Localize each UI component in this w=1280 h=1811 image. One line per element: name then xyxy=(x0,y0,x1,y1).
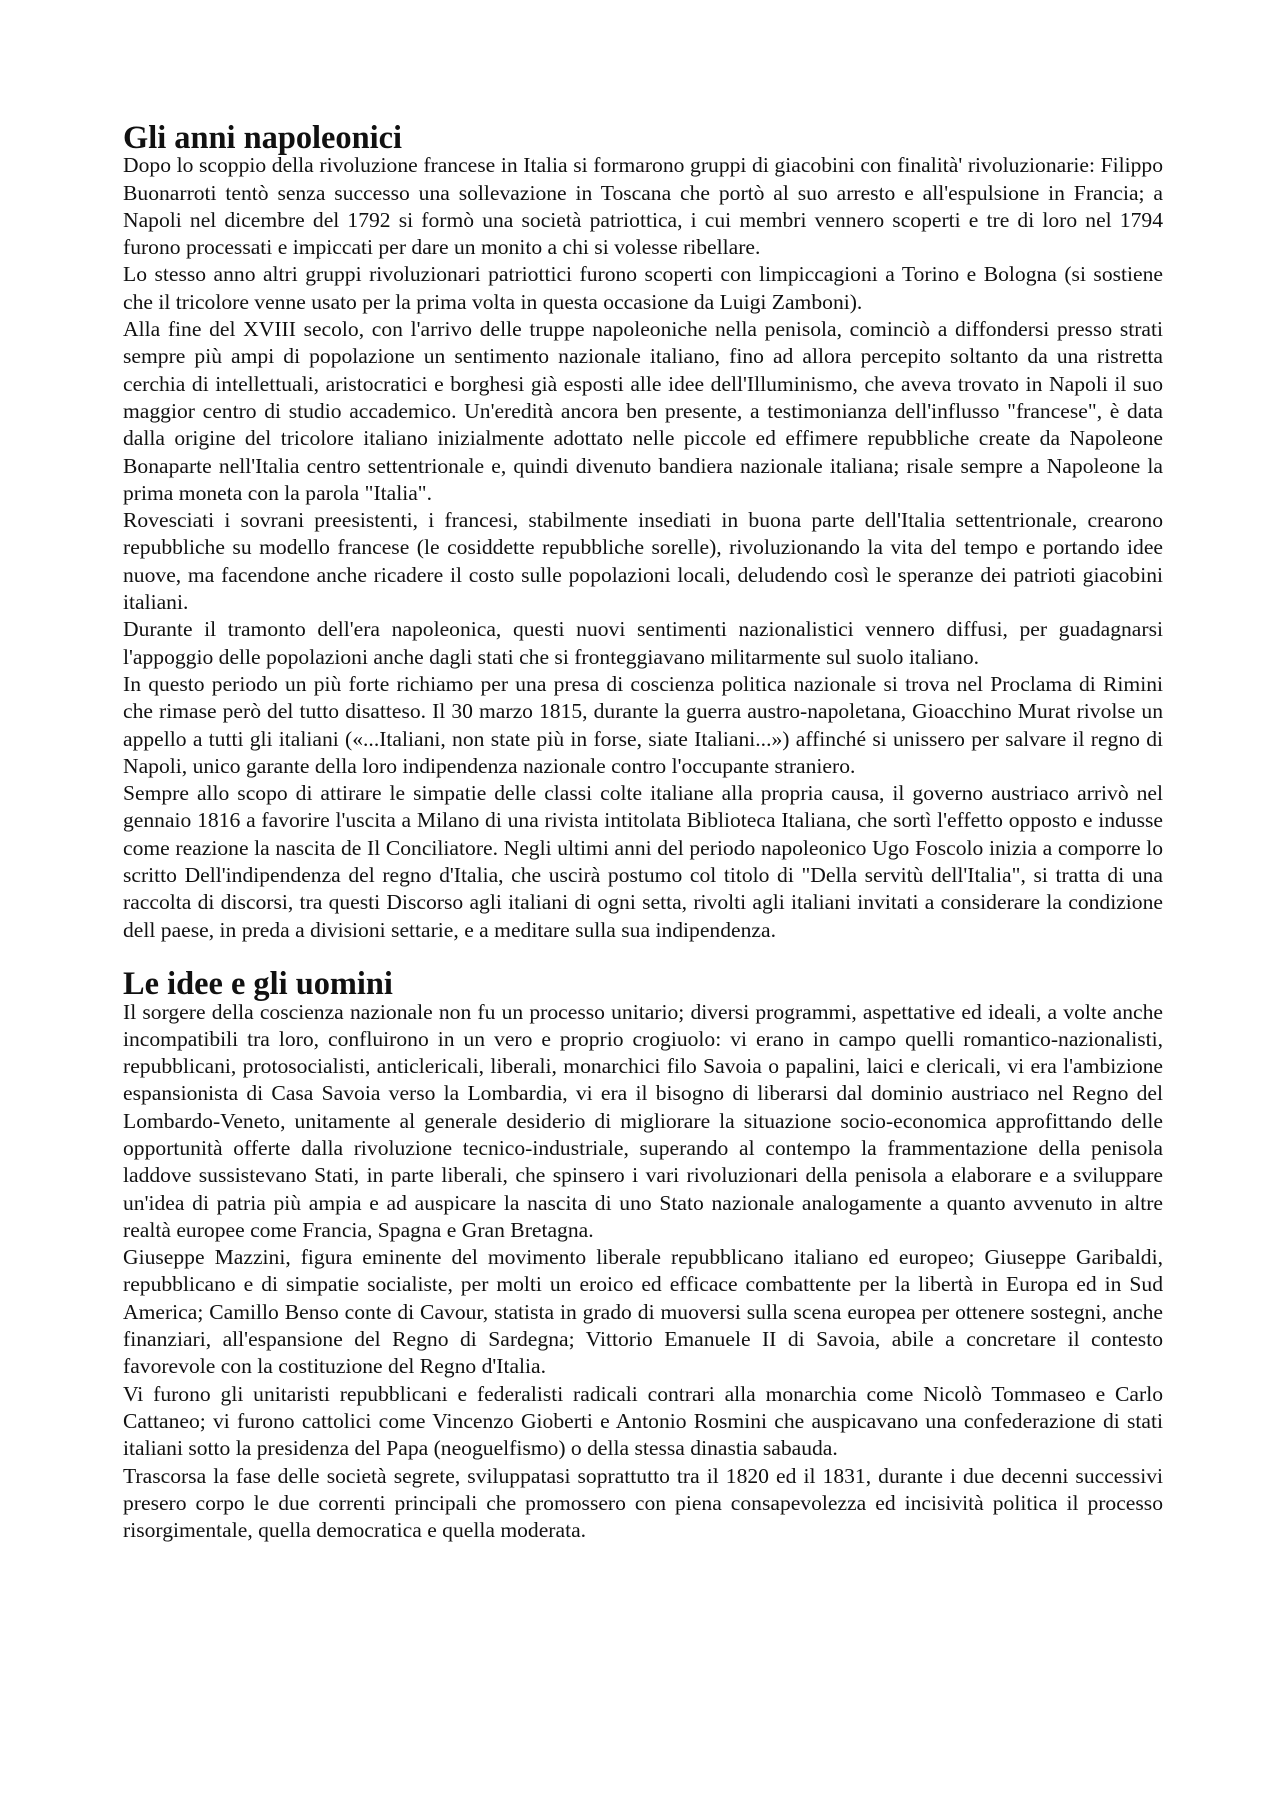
section-ideas-and-men xyxy=(123,966,1163,1544)
paragraph: Durante il tramonto dell'era napoleonica, questi nuovi sentimenti nazionalistici vennero diffusi, per guadagnarsi l'appoggio delle popolazioni anche dagli stati che si fronteggiavano militarmente sul suolo italiano. xyxy=(123,617,1163,669)
paragraph: Dopo lo scoppio della rivoluzione francese in Italia si formarono gruppi di giacobini con finalità' rivoluzionarie: Filippo Buonarroti tentò senza successo una sollevazione in Toscana che portò al suo arresto e all'espulsione in Francia; a Napoli nel dicembre del 1792 si formò una società patriottica, i cui membri vennero scoperti e tre di loro nel 1794 furono processati e impiccati per dare un monito a chi si volesse ribellare. xyxy=(123,153,1163,260)
paragraph: Sempre allo scopo di attirare le simpatie delle classi colte italiane alla propria causa, il governo austriaco arrivò nel gennaio 1816 a favorire l'uscita a Milano di una rivista intitolata Biblioteca Italiana, che sortì l'effetto opposto e indusse come reazione la nascita de Il Conciliatore. Negli ultimi anni del periodo napoleonico Ugo Foscolo inizia a comporre lo scritto Dell'indipendenza del regno d'Italia, che uscirà postumo col titolo di "Della servitù dell'Italia", si tratta di una raccolta di discorsi, tra questi Discorso agli italiani di ogni setta, rivolti agli italiani invitati a considerare la condizione dell paese, in preda a divisioni settarie, e a meditare sulla sua indipendenza. xyxy=(123,781,1163,942)
paragraph: Vi furono gli unitaristi repubblicani e federalisti radicali contrari alla monarchia come Nicolò Tommaseo e Carlo Cattaneo; vi furono cattolici come Vincenzo Gioberti e Antonio Rosmini che auspicavano una confederazione di stati italiani sotto la presidenza del Papa (neoguelfismo) o della stessa dinastia sabauda. xyxy=(123,1381,1163,1461)
section-heading: Gli anni napoleonici xyxy=(123,120,402,156)
paragraph: Rovesciati i sovrani preesistenti, i francesi, stabilmente insediati in buona parte dell'Italia settentrionale, crearono repubbliche su modello francese (le cosiddette repubbliche sorelle), rivoluzionando la vita del tempo e portando idee nuove, ma facendone anche ricadere il costo sulle popolazioni locali, deludendo così le speranze dei patrioti giacobini italiani. xyxy=(123,508,1163,615)
paragraph: Lo stesso anno altri gruppi rivoluzionari patriottici furono scoperti con limpiccagioni a Torino e Bologna (si sostiene che il tricolore venne usato per la prima volta in questa occasione da Luigi Zamboni). xyxy=(123,262,1163,314)
paragraph: Giuseppe Mazzini, figura eminente del movimento liberale repubblicano italiano ed europeo; Giuseppe Garibaldi, repubblicano e di simpatie socialiste, per molti un eroico ed efficace combattente per la libertà in Europa ed in Sud America; Camillo Benso conte di Cavour, statista in grado di muoversi sulla scena europea per ottenere sostegni, anche finanziari, all'espansione del Regno di Sardegna; Vittorio Emanuele II di Savoia, abile a concretare il contesto favorevole con la costituzione del Regno d'Italia. xyxy=(123,1245,1163,1379)
paragraph: Trascorsa la fase delle società segrete, sviluppatasi soprattutto tra il 1820 ed il 1831, durante i due decenni successivi presero corpo le due correnti principali che promossero con piena consapevolezza ed incisività politica il processo risorgimentale, quella democratica e quella moderata. xyxy=(123,1463,1163,1543)
document-page xyxy=(123,120,1163,1544)
paragraph: Il sorgere della coscienza nazionale non fu un processo unitario; diversi programmi, aspettative ed ideali, a volte anche incompatibili tra loro, confluirono in un vero e proprio crogiuolo: vi erano in campo quelli romantico-nazionalisti, repubblicani, protosocialisti, anticlericali, liberali, monarchici filo Savoia o papalini, laici e clericali, vi era l'ambizione espansionista di Casa Savoia verso la Lombardia, vi era il bisogno di liberarsi dal dominio austriaco nel Regno del Lombardo-Veneto, unitamente al generale desiderio di migliorare la situazione socio-economica approfittando delle opportunità offerte dalla rivoluzione tecnico-industriale, superando al contempo la frammentazione della penisola laddove sussistevano Stati, in parte liberali, che spinsero i vari rivoluzionari della penisola a elaborare e a sviluppare un'idea di patria più ampia e ad auspicare la nascita di uno Stato nazionale analogamente a quanto avvenuto in altre realtà europee come Francia, Spagna e Gran Bretagna. xyxy=(123,999,1163,1242)
section-napoleonic-years xyxy=(123,120,1163,944)
paragraph: Alla fine del XVIII secolo, con l'arrivo delle truppe napoleoniche nella penisola, cominciò a diffondersi presso strati sempre più ampi di popolazione un sentimento nazionale italiano, fino ad allora percepito soltanto da una ristretta cerchia di intellettuali, aristocratici e borghesi già esposti alle idee dell'Illuminismo, che aveva trovato in Napoli il suo maggior centro di studio accademico. Un'eredità ancora ben presente, a testimonianza dell'influsso "francese", è data dalla origine del tricolore italiano inizialmente adottato nelle piccole ed effimere repubbliche create da Napoleone Bonaparte nell'Italia centro settentrionale e, quindi divenuto bandiera nazionale italiana; risale sempre a Napoleone la prima moneta con la parola "Italia". xyxy=(123,317,1163,505)
paragraph: In questo periodo un più forte richiamo per una presa di coscienza politica nazionale si trova nel Proclama di Rimini che rimase però del tutto disatteso. Il 30 marzo 1815, durante la guerra austro-napoletana, Gioacchino Murat rivolse un appello a tutti gli italiani («...Italiani, non state più in forse, siate Italiani...») affinché si unissero per salvare il regno di Napoli, unico garante della loro indipendenza nazionale contro l'occupante straniero. xyxy=(123,671,1163,778)
section-heading: Le idee e gli uomini xyxy=(123,966,393,1003)
